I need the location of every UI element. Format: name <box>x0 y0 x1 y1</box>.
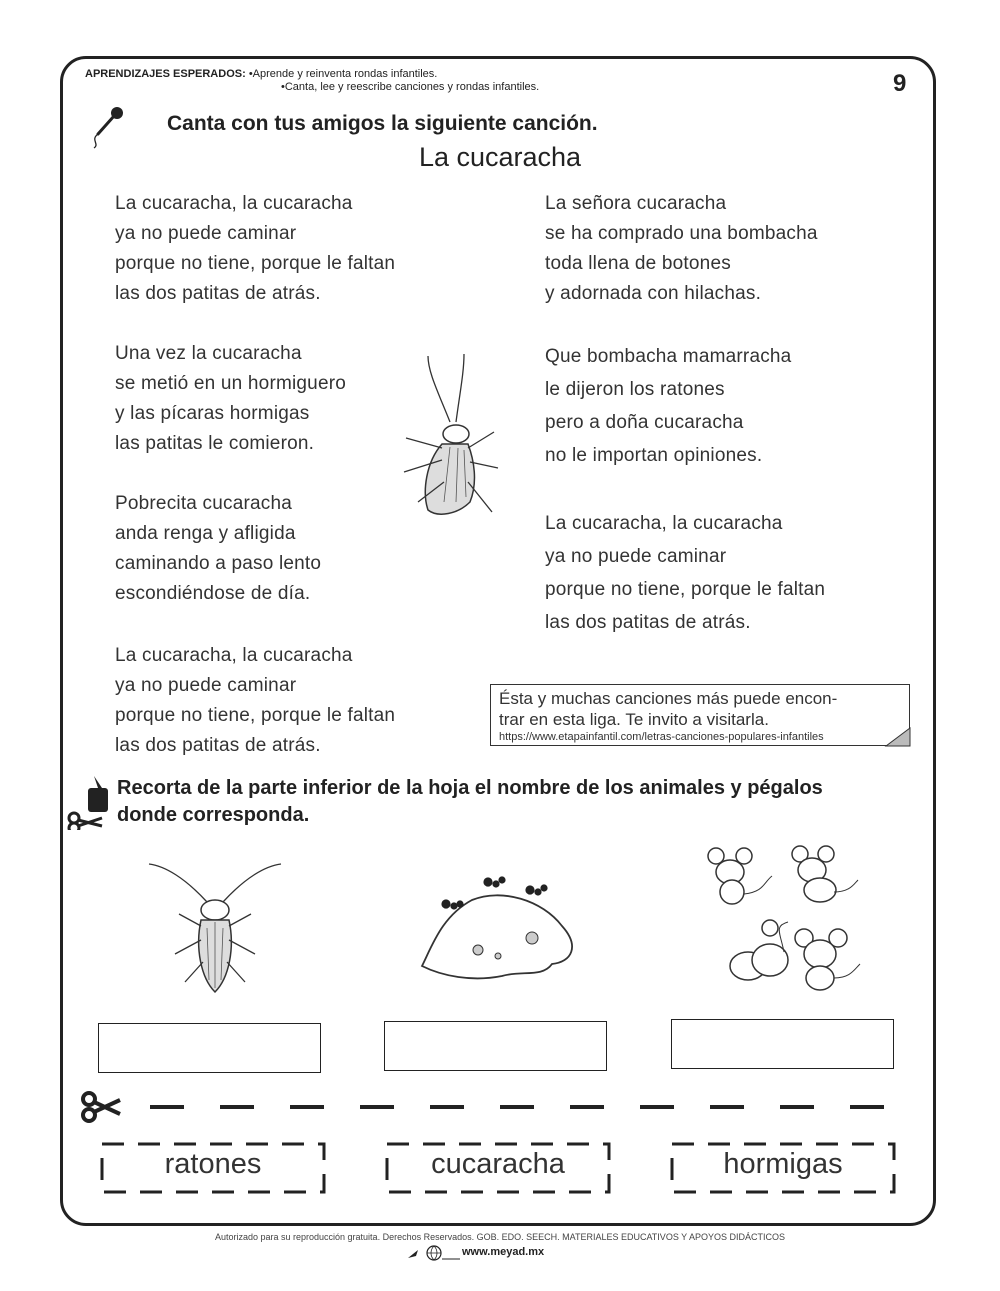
glue-scissors-icon <box>66 774 116 830</box>
paste-box-cockroach[interactable] <box>98 1023 321 1073</box>
page-number: 9 <box>893 70 907 97</box>
verse-line: ya no puede caminar <box>115 223 297 244</box>
stanza-left-1 <box>115 189 395 309</box>
verse-line: toda llena de botones <box>545 253 731 274</box>
verse-line: porque no tiene, porque le faltan <box>545 579 826 600</box>
verse-line: las patitas le comieron. <box>115 433 315 454</box>
footer-website[interactable]: www.meyad.mx <box>462 1246 545 1258</box>
activity-instruction-line-2: donde corresponda. <box>117 804 310 826</box>
aprendizaje-2: •Canta, lee y reescribe canciones y rondas infantiles. <box>281 81 540 93</box>
note-url[interactable]: https://www.etapainfantil.com/letras-canciones-populares-infantiles <box>499 731 824 743</box>
verse-line: y adornada con hilachas. <box>545 283 762 304</box>
stanza-left-3 <box>115 489 321 609</box>
aprendizaje-1: •Aprende y reinventa rondas infantiles. <box>248 68 438 80</box>
aprendizajes-label: APRENDIZAJES ESPERADOS: <box>85 68 246 80</box>
stanza-right-2 <box>545 340 791 472</box>
page-curl-icon <box>884 726 912 748</box>
stanza-left-4 <box>115 641 395 761</box>
stanza-right-1 <box>545 189 818 309</box>
cut-line-dash <box>430 1105 464 1109</box>
footer-rights: Autorizado para su reproducción gratuita. Derechos Reservados. GOB. EDO. SEECH. MATERIALES EDUCATIVOS Y APOYOS DIDÁCTICOS <box>214 1232 786 1242</box>
verse-line: escondiéndose de día. <box>115 583 311 604</box>
verse-line: las dos patitas de atrás. <box>115 283 321 304</box>
verse-line: Que bombacha mamarracha <box>545 346 792 367</box>
verse-line: porque no tiene, porque le faltan <box>115 253 396 274</box>
cut-line-dash <box>150 1105 184 1109</box>
aprendizajes-block <box>85 68 539 94</box>
anthill-picture <box>412 866 582 986</box>
cut-line-dash <box>780 1105 814 1109</box>
note-line-1: Ésta y muchas canciones más puede encon- <box>499 689 838 708</box>
stanza-left-2 <box>115 339 346 459</box>
cockroach-illustration <box>398 352 508 522</box>
verse-line: ya no puede caminar <box>115 675 297 696</box>
verse-line: le dijeron los ratones <box>545 379 725 400</box>
verse-line: las dos patitas de atrás. <box>115 735 321 756</box>
verse-line: se ha comprado una bombacha <box>545 223 818 244</box>
activity-instruction <box>117 775 823 829</box>
globe-cursor-icon <box>406 1244 460 1262</box>
cut-line-dash <box>570 1105 604 1109</box>
verse-line: Pobrecita cucaracha <box>115 493 293 514</box>
verse-line: pero a doña cucaracha <box>545 412 744 433</box>
mice-picture <box>704 842 864 1002</box>
cut-line-dash <box>360 1105 394 1109</box>
cutout-word-ratones: ratones <box>164 1148 262 1180</box>
activity-instruction-line-1: Recorta de la parte inferior de la hoja el nombre de los animales y pégalos <box>117 777 823 799</box>
cut-line-dash <box>220 1105 254 1109</box>
verse-line: La cucaracha, la cucaracha <box>545 513 783 534</box>
paste-box-mice[interactable] <box>671 1019 894 1069</box>
scissors-icon <box>80 1090 122 1124</box>
verse-line: se metió en un hormiguero <box>115 373 347 394</box>
verse-line: no le importan opiniones. <box>545 445 763 466</box>
cut-line-dash <box>290 1105 324 1109</box>
verse-line: La cucaracha, la cucaracha <box>115 645 353 666</box>
cut-line-dash <box>640 1105 674 1109</box>
verse-line: ya no puede caminar <box>545 546 727 567</box>
verse-line: La señora cucaracha <box>545 193 727 214</box>
paste-box-anthill[interactable] <box>384 1021 607 1071</box>
song-instruction: Canta con tus amigos la siguiente canción. <box>167 112 598 135</box>
stanza-right-3 <box>545 507 825 639</box>
cutout-word-hormigas: hormigas <box>723 1148 843 1180</box>
verse-line: La cucaracha, la cucaracha <box>115 193 353 214</box>
verse-line: y las pícaras hormigas <box>115 403 310 424</box>
song-link-note <box>490 684 910 746</box>
cut-line-dash <box>710 1105 744 1109</box>
verse-line: Una vez la cucaracha <box>115 343 302 364</box>
cut-line-dash <box>500 1105 534 1109</box>
song-title: La cucaracha <box>418 142 582 172</box>
verse-line: las dos patitas de atrás. <box>545 612 751 633</box>
cutout-word-cucaracha: cucaracha <box>431 1148 565 1180</box>
note-line-2: trar en esta liga. Te invito a visitarla. <box>499 710 769 729</box>
cockroach-picture <box>145 858 285 998</box>
verse-line: porque no tiene, porque le faltan <box>115 705 396 726</box>
verse-line: caminando a paso lento <box>115 553 322 574</box>
cut-line-dash <box>850 1105 884 1109</box>
verse-line: anda renga y afligida <box>115 523 296 544</box>
